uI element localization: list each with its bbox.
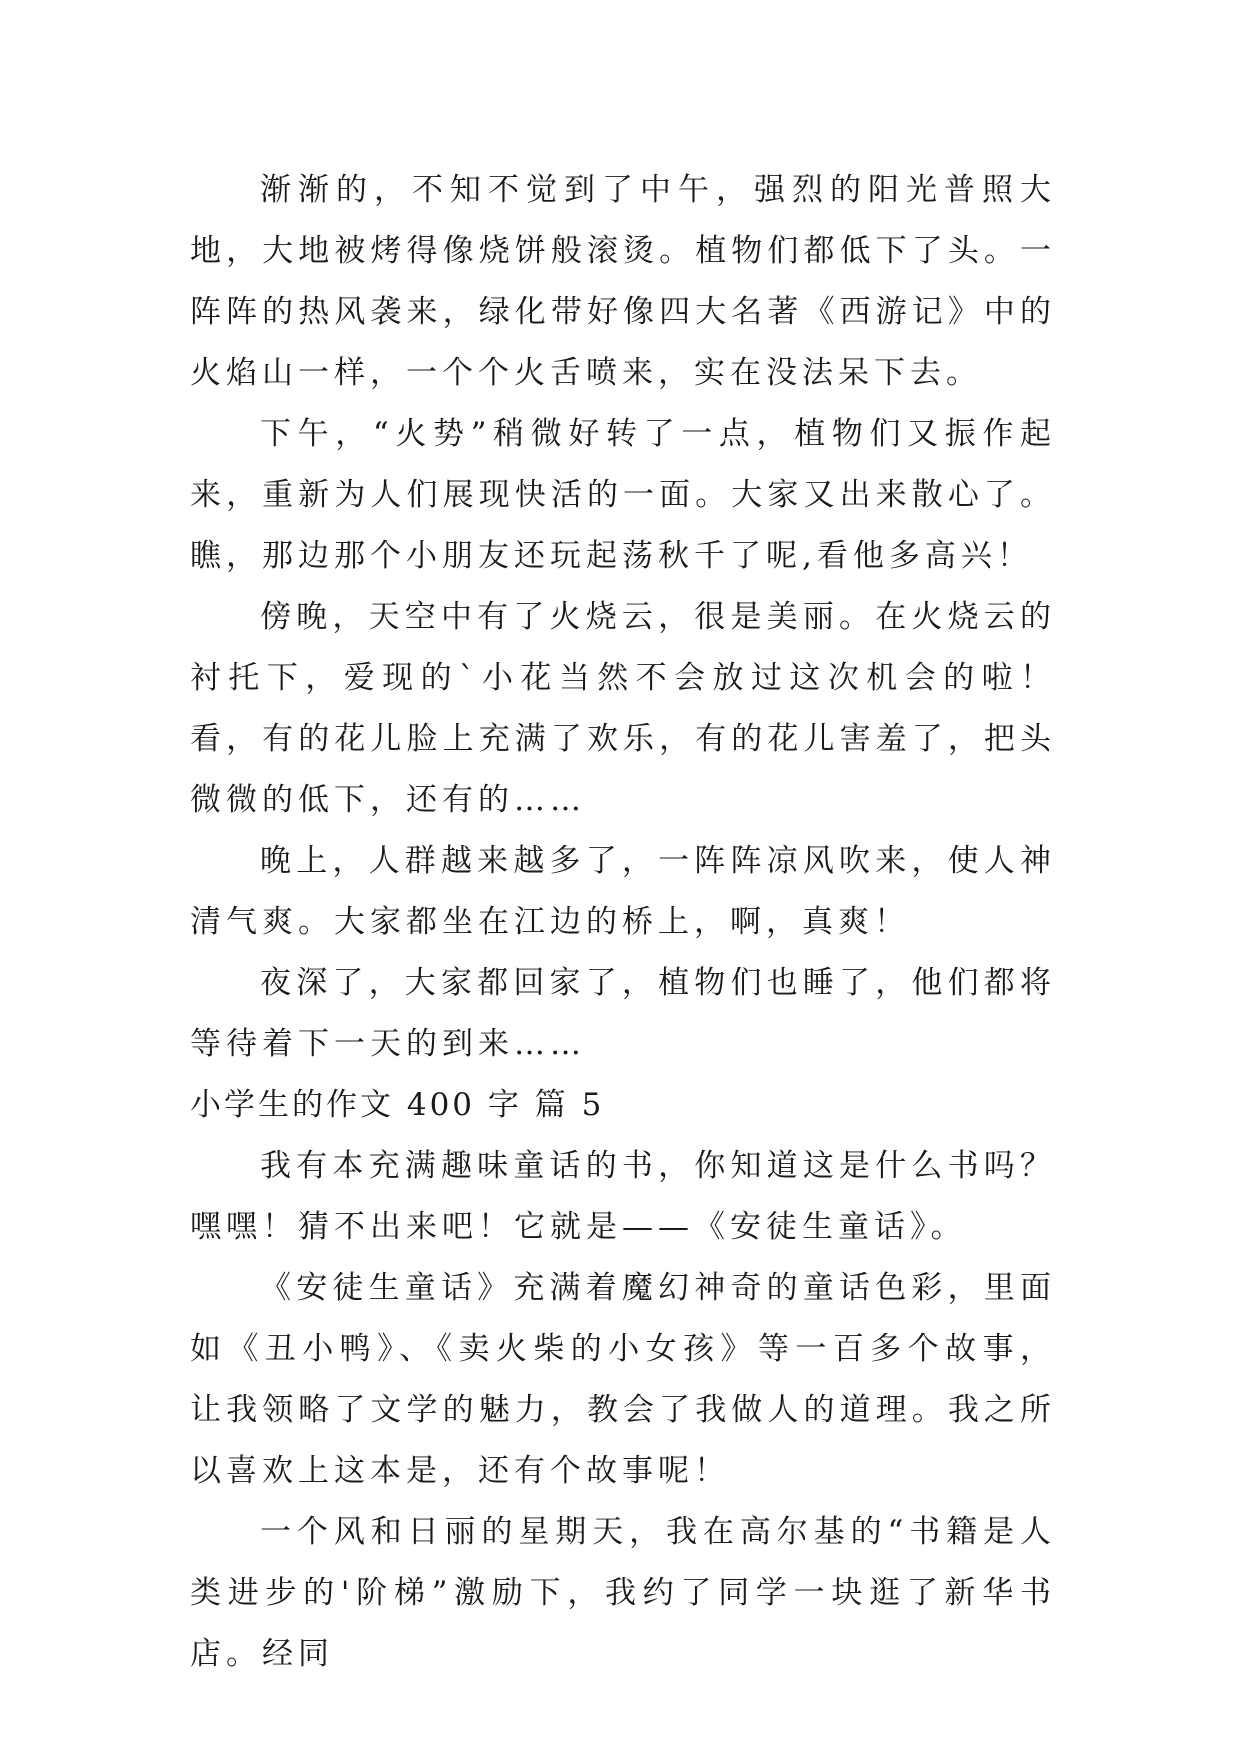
paragraph-dusk: 傍晚，天空中有了火烧云，很是美丽。在火烧云的衬托下，爱现的`小花当然不会放过这次机会的啦！看，有的花儿脸上充满了欢乐，有的花儿害羞了，把头微微的低下，还有的…… xyxy=(190,599,1056,818)
paragraph-book-intro: 我有本充满趣味童话的书，你知道这是什么书吗？嘿嘿！猜不出来吧！它就是——《安徒生童话》。 xyxy=(190,1148,1056,1245)
paragraph-evening: 晚上，人群越来越多了，一阵阵凉风吹来，使人神清气爽。大家都坐在江边的桥上，啊，真爽！ xyxy=(190,843,1056,940)
paragraph-night: 夜深了，大家都回家了，植物们也睡了，他们都将等待着下一天的到来…… xyxy=(190,965,1056,1062)
document-body xyxy=(190,160,1056,1685)
paragraph-noon: 渐渐的，不知不觉到了中午，强烈的阳光普照大地，大地被烤得像烧饼般滚烫。植物们都低下了头。一阵阵的热风袭来，绿化带好像四大名著《西游记》中的火焰山一样，一个个火舌喷来，实在没法呆下去。 xyxy=(190,172,1056,391)
paragraph-afternoon: 下午，“火势”稍微好转了一点，植物们又振作起来，重新为人们展现快活的一面。大家又出来散心了。瞧，那边那个小朋友还玩起荡秋千了呢,看他多高兴！ xyxy=(190,416,1056,574)
paragraph-book-content: 《安徒生童话》充满着魔幻神奇的童话色彩，里面如《丑小鸭》、《卖火柴的小女孩》等一百多个故事，让我领略了文学的魅力，教会了我做人的道理。我之所以喜欢上这本是，还有个故事呢！ xyxy=(190,1270,1056,1489)
paragraph-bookstore: 一个风和日丽的星期天，我在高尔基的“书籍是人类进步的'阶梯”激励下，我约了同学一块逛了新华书店。经同 xyxy=(190,1514,1056,1672)
section-heading: 小学生的作文 400 字 篇 5 xyxy=(190,1087,605,1123)
